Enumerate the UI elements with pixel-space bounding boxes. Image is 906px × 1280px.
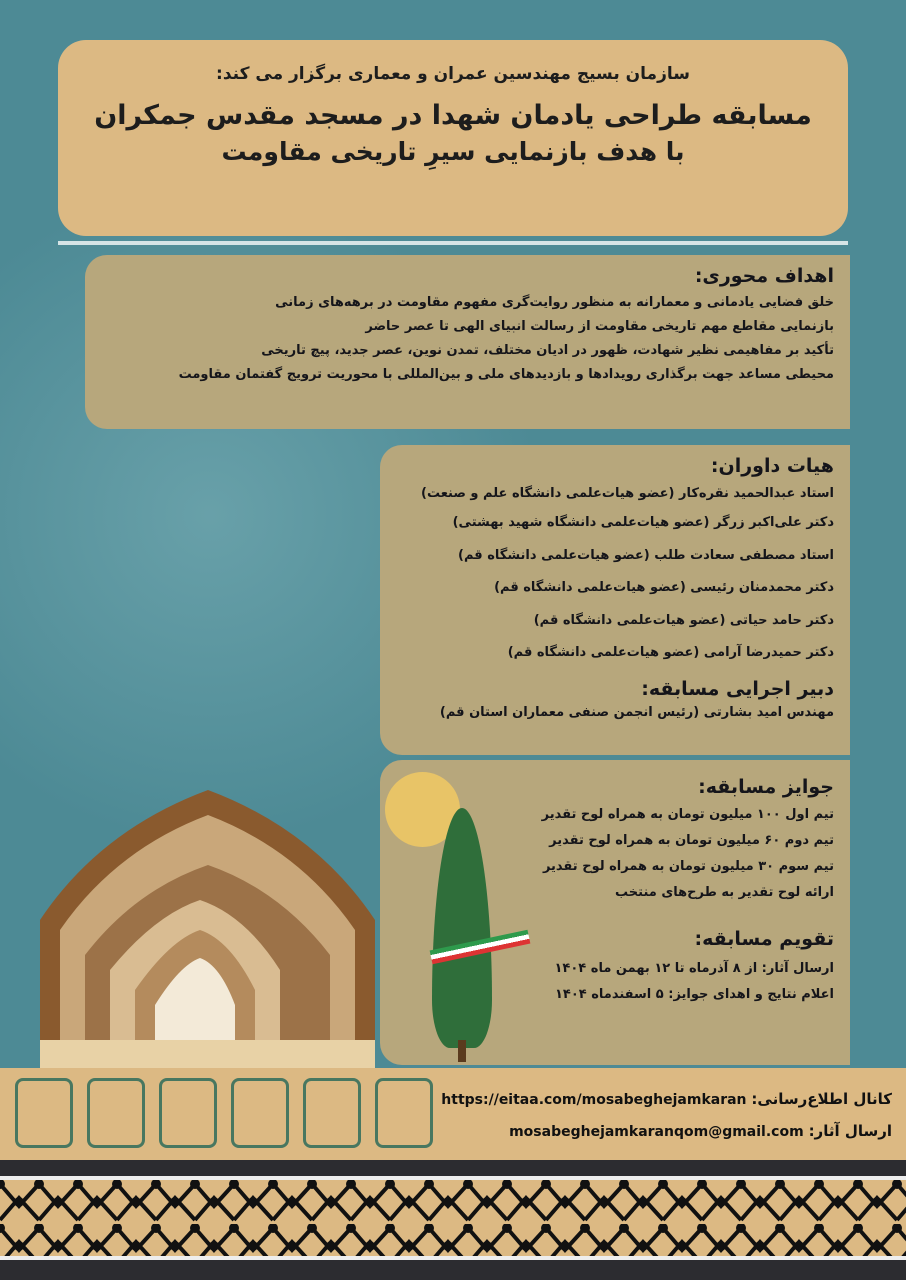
judge-item: استاد مصطفی سعادت طلب (عضو هیات‌علمی دانشگاه قم) [458,547,834,563]
keffiyeh-pattern-border [0,1160,906,1280]
sponsor-logo-icon [15,1078,73,1148]
sponsor-logo-icon [231,1078,289,1148]
secretary-heading: دبیر اجرایی مسابقه: [641,677,834,700]
sponsor-logo-icon [303,1078,361,1148]
judge-item: دکتر محمدمنان رئیسی (عضو هیات‌علمی دانشگاه قم) [494,580,834,595]
secretary-name: مهندس امید بشارتی (رئیس انجمن صنفی معماران استان قم) [439,704,834,720]
prize-item: تیم دوم ۶۰ میلیون تومان به همراه لوح تقدیر [549,833,834,848]
arch-illustration [40,790,375,1070]
sponsor-logo-icon [87,1078,145,1148]
poster-title: مسابقه طراحی یادمان شهدا در مسجد مقدس جمکران [94,100,812,131]
judges-heading: هیات داوران: [710,455,834,477]
goal-item: تأکید بر مفاهیمی نظیر شهادت، ظهور در ادیان مختلف، تمدن نوین، عصر جدید، پیچ تاریخی [261,343,834,358]
sponsor-logo-icon [159,1078,217,1148]
prize-item: تیم سوم ۳۰ میلیون تومان به همراه لوح تقدیر [542,859,834,874]
prize-item: ارائه لوح تقدیر به طرح‌های منتخب [615,885,834,900]
goal-item: بازنمایی مقاطع مهم تاریخی مقاومت از رسالت انبیای الهی تا عصر حاضر [365,319,834,334]
judge-item: دکتر حمیدرضا آرامی (عضو هیات‌علمی دانشگاه قم) [507,645,834,660]
judge-item: استاد عبدالحمید نقره‌کار (عضو هیات‌علمی دانشگاه علم و صنعت) [421,486,834,501]
sponsor-logos [15,1078,433,1148]
prizes-heading: جوایز مسابقه: [698,776,834,798]
submit-label: ارسال آثار: [808,1122,892,1140]
channel-link[interactable]: https://eitaa.com/mosabeghejamkaran [441,1092,747,1108]
judge-item: دکتر علی‌اکبر زرگر (عضو هیات‌علمی دانشگاه شهید بهشتی) [452,515,834,530]
footer-panel [0,1068,906,1160]
goal-item: خلق فضایی یادمانی و معمارانه به منظور روایت‌گری مفهوم مقاومت در برهه‌های زمانی [275,295,834,310]
goals-panel [85,255,850,429]
organizer-text: سازمان بسیج مهندسین عمران و معماری برگزار می کند: [216,64,690,84]
divider [58,241,848,245]
calendar-item: ارسال آثار: از ۸ آذرماه تا ۱۲ بهمن ماه ۱۴۰۴ [554,961,834,976]
header-panel [58,40,848,236]
judge-item: دکتر حامد حیاتی (عضو هیات‌علمی دانشگاه قم) [533,612,834,628]
keffiyeh-pattern [0,1180,906,1260]
poster-subtitle: با هدف بازنمایی سیرِ تاریخی مقاومت [221,137,685,166]
email-link[interactable]: mosabeghejamkaranqom@gmail.com [509,1124,804,1140]
goals-heading: اهداف محوری: [694,265,834,287]
goal-item: محیطی مساعد جهت برگذاری رویدادها و بازدیدهای ملی و بین‌المللی با محوریت ترویج گفتمان مقاومت [178,367,834,382]
prize-item: تیم اول ۱۰۰ میلیون تومان به همراه لوح تقدیر [541,807,834,822]
judges-panel [380,445,850,755]
calendar-item: اعلام نتایج و اهدای جوایز: ۵ اسفندماه ۱۴۰۴ [554,987,834,1002]
sponsor-logo-icon [375,1078,433,1148]
tree-trunk [458,1040,466,1062]
channel-label: کانال اطلاع‌رسانی: [751,1090,892,1108]
calendar-heading: تقویم مسابقه: [694,928,834,950]
